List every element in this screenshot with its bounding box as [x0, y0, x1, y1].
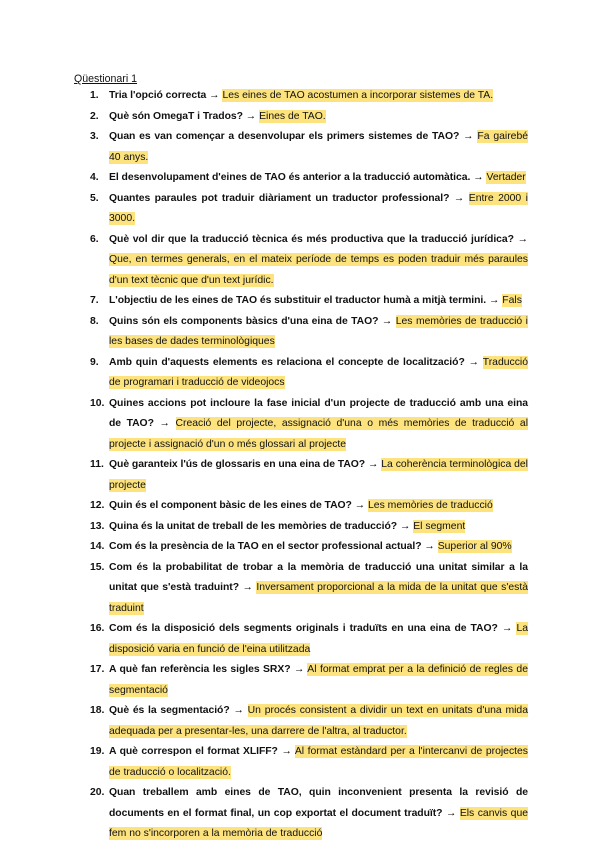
question-item [80, 517, 528, 538]
question-item [80, 701, 528, 742]
question-item [80, 127, 528, 168]
question-item [80, 86, 528, 107]
arrow-icon: → [399, 520, 411, 532]
arrow-icon: → [517, 233, 528, 245]
arrow-icon: → [501, 623, 513, 634]
question-number: 8. [90, 315, 99, 327]
arrow-icon: → [159, 418, 170, 429]
question-number: 4. [90, 172, 99, 183]
answer-highlight: Superior al 90% [437, 541, 512, 552]
question-text: Quan es van començar a desenvolupar els primers sistemes de TAO? [109, 131, 460, 142]
answer-highlight: Les eines de TAO acostumen a incorporar sistemes de TA. [222, 90, 494, 101]
answer-highlight: Creació del projecte, assignació d'una o més memòries de traducció al projecte i assignació d'un o més glossari al projecte [109, 418, 529, 450]
answer-highlight: La coherència terminològica del projecte [109, 459, 528, 491]
question-item [80, 783, 528, 845]
question-number: 19. [90, 746, 105, 757]
arrow-icon: → [453, 192, 465, 204]
answer-highlight: Al format emprat per a la definició de regles de segmentació [109, 664, 528, 696]
answer-highlight: Les memòries de traducció [368, 500, 493, 511]
answer-highlight: Les memòries de traducció i les bases de dades terminològiques [109, 315, 528, 347]
arrow-icon: → [424, 541, 435, 552]
question-number: 13. [90, 520, 105, 532]
question-text: Amb quin d'aquests elements es relaciona el concepte de localització? [109, 356, 465, 368]
arrow-icon: → [293, 664, 305, 675]
question-text: Què són OmegaT i Trados? [109, 110, 243, 122]
question-number: 2. [90, 110, 99, 122]
question-number: 6. [90, 233, 99, 245]
question-item [80, 619, 528, 660]
arrow-icon: → [242, 582, 253, 593]
question-item [80, 189, 528, 230]
arrow-icon: → [468, 356, 480, 368]
question-number: 12. [90, 500, 105, 511]
question-text: El desenvolupament d'eines de TAO és anterior a la traducció automàtica. [109, 172, 471, 183]
arrow-icon: → [368, 459, 379, 470]
question-text: Què garanteix l'ús de glossaris en una eina de TAO? [109, 459, 366, 470]
question-text: Què vol dir que la traducció tècnica és més productiva que la traducció jurídica? [109, 233, 514, 245]
answer-highlight: Els canvis que fem no s'incorporen a la memòria de traducció [109, 807, 528, 839]
answer-highlight: Que, en termes generals, en el mateix període de temps es poden traduir més paraules d'un text tècnic que d'un text jurídic. [109, 254, 528, 286]
answer-highlight: Fals [502, 295, 522, 306]
page-title: Qüestionari 1 [74, 73, 138, 85]
question-number: 9. [90, 356, 99, 368]
question-number: 1. [90, 90, 99, 101]
answer-highlight: Eines de TAO. [259, 110, 326, 122]
arrow-icon: → [463, 131, 474, 142]
arrow-icon: → [245, 110, 257, 122]
question-text: Quines accions pot incloure la fase inicial d'un projecte de traducció amb una eina de TAO? [109, 397, 528, 429]
question-list [80, 86, 528, 845]
question-item [80, 394, 528, 456]
arrow-icon: → [445, 807, 457, 819]
question-item [80, 660, 528, 701]
question-number: 17. [90, 664, 105, 675]
question-number: 10. [90, 397, 105, 409]
question-item [80, 107, 528, 128]
question-number: 3. [90, 131, 99, 142]
answer-highlight: Inversament proporcional a la mida de la unitat que s'està traduint [109, 582, 528, 614]
question-text: L'objectiu de les eines de TAO és substituir el traductor humà a mitjà termini. [109, 295, 487, 306]
question-number: 20. [90, 787, 105, 798]
question-number: 5. [90, 192, 99, 204]
question-item [80, 496, 528, 517]
arrow-icon: → [281, 746, 292, 757]
answer-highlight: Traducció de programari i traducció de videojocs [109, 356, 529, 388]
question-text: Com és la probabilitat de trobar a la memòria de traducció una unitat similar a la unitat que s'està traduint? [109, 561, 528, 593]
question-number: 15. [90, 561, 105, 573]
answer-highlight: El segment [413, 520, 466, 532]
answer-highlight: Entre 2000 i 3000. [109, 192, 528, 224]
question-number: 7. [90, 295, 99, 306]
question-text: Quins són els components bàsics d'una eina de TAO? [109, 315, 379, 327]
arrow-icon: → [381, 315, 393, 327]
question-item [80, 742, 528, 783]
question-item [80, 537, 528, 558]
arrow-icon: → [209, 90, 220, 101]
answer-highlight: La disposició varia en funció de l'eina utilitzada [109, 623, 529, 655]
question-text: Què és la segmentació? [109, 705, 230, 716]
question-number: 18. [90, 705, 105, 716]
answer-highlight: Fa gairebé 40 anys. [109, 131, 528, 163]
question-text: Com és la presència de la TAO en el sector professional actual? [109, 541, 422, 552]
arrow-icon: → [473, 172, 484, 183]
question-text: A què fan referència les sigles SRX? [109, 664, 291, 675]
question-text: Quantes paraules pot traduir diàriament un traductor professional? [109, 192, 450, 204]
question-number: 14. [90, 541, 105, 552]
question-number: 11. [90, 459, 104, 470]
question-item [80, 312, 528, 353]
question-item [80, 168, 528, 189]
answer-highlight: Un procés consistent a dividir un text en unitats d'una mida adequada per a presentar-les, una darrere de l'altra, al traductor. [109, 705, 528, 737]
arrow-icon: → [489, 295, 500, 306]
answer-highlight: Al format estàndard per a l'intercanvi de projectes de traducció o localització. [109, 746, 528, 778]
question-item [80, 558, 528, 620]
question-text: Quin és el component bàsic de les eines de TAO? [109, 500, 352, 511]
question-item [80, 455, 528, 496]
question-text: Tria l'opció correcta [109, 90, 207, 101]
question-number: 16. [90, 623, 105, 634]
question-item [80, 230, 528, 292]
question-text: Com és la disposició dels segments originals i traduïts en una eina de TAO? [109, 623, 498, 634]
arrow-icon: → [354, 500, 366, 511]
question-item [80, 291, 528, 312]
question-text: Quan treballem amb eines de TAO, quin inconvenient presenta la revisió de documents en el format final, un cop exportat el document traduït? [109, 787, 528, 819]
answer-highlight: Vertader [486, 172, 526, 183]
arrow-icon: → [233, 705, 244, 716]
question-text: A què correspon el format XLIFF? [109, 746, 278, 757]
question-item [80, 353, 528, 394]
question-text: Quina és la unitat de treball de les memòries de traducció? [109, 520, 398, 532]
